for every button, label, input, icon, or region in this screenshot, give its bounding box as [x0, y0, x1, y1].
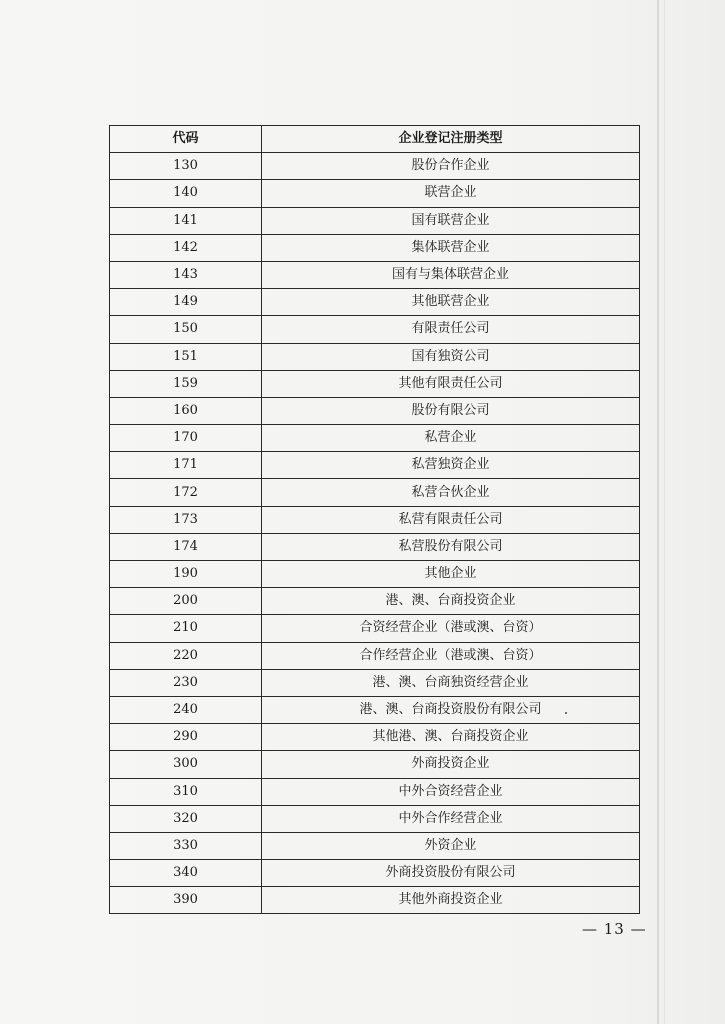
- table-row: [110, 425, 640, 452]
- cell-code: 220: [110, 642, 262, 669]
- scan-speck: [565, 712, 567, 714]
- cell-type: 有限责任公司: [262, 316, 640, 343]
- table-row: [110, 479, 640, 506]
- cell-code: 330: [110, 832, 262, 859]
- table-body: [110, 153, 640, 914]
- cell-type: 港、澳、台商独资经营企业: [262, 669, 640, 696]
- cell-code: 159: [110, 370, 262, 397]
- cell-type: 合资经营企业（港或澳、台资）: [262, 615, 640, 642]
- cell-type: 国有联营企业: [262, 207, 640, 234]
- table-row: [110, 397, 640, 424]
- cell-type: 其他联营企业: [262, 289, 640, 316]
- cell-type: 国有与集体联营企业: [262, 261, 640, 288]
- cell-code: 141: [110, 207, 262, 234]
- table-row: [110, 207, 640, 234]
- table-row: [110, 669, 640, 696]
- table-row: [110, 533, 640, 560]
- cell-type: 私营独资企业: [262, 452, 640, 479]
- cell-type: 私营有限责任公司: [262, 506, 640, 533]
- table-row: [110, 860, 640, 887]
- cell-type: 私营股份有限公司: [262, 533, 640, 560]
- table-row: [110, 506, 640, 533]
- table-row: [110, 153, 640, 180]
- cell-code: 210: [110, 615, 262, 642]
- cell-code: 200: [110, 588, 262, 615]
- cell-code: 172: [110, 479, 262, 506]
- cell-type: 私营合伙企业: [262, 479, 640, 506]
- binding-edge-line-secondary: [664, 0, 665, 1024]
- cell-type: 联营企业: [262, 180, 640, 207]
- table-row: [110, 696, 640, 723]
- cell-type: 私营企业: [262, 425, 640, 452]
- table-row: [110, 180, 640, 207]
- cell-type: 其他企业: [262, 561, 640, 588]
- cell-code: 171: [110, 452, 262, 479]
- cell-code: 240: [110, 696, 262, 723]
- cell-code: 143: [110, 261, 262, 288]
- cell-type: 港、澳、台商投资股份有限公司: [262, 696, 640, 723]
- table-row: [110, 343, 640, 370]
- table-row: [110, 561, 640, 588]
- table-row: [110, 778, 640, 805]
- table-row: [110, 642, 640, 669]
- table-header-row: [110, 126, 640, 153]
- cell-code: 160: [110, 397, 262, 424]
- cell-code: 150: [110, 316, 262, 343]
- cell-type: 港、澳、台商投资企业: [262, 588, 640, 615]
- header-code: 代码: [110, 126, 262, 153]
- cell-type: 其他外商投资企业: [262, 887, 640, 914]
- table-row: [110, 234, 640, 261]
- cell-type: 中外合资经营企业: [262, 778, 640, 805]
- cell-code: 310: [110, 778, 262, 805]
- binding-edge-line: [657, 0, 659, 1024]
- table-row: [110, 588, 640, 615]
- table-row: [110, 887, 640, 914]
- cell-code: 151: [110, 343, 262, 370]
- table-row: [110, 805, 640, 832]
- cell-type: 外资企业: [262, 832, 640, 859]
- cell-code: 173: [110, 506, 262, 533]
- cell-code: 130: [110, 153, 262, 180]
- cell-type: 股份合作企业: [262, 153, 640, 180]
- table-row: [110, 452, 640, 479]
- cell-code: 190: [110, 561, 262, 588]
- table-row: [110, 289, 640, 316]
- cell-type: 国有独资公司: [262, 343, 640, 370]
- cell-type: 中外合作经营企业: [262, 805, 640, 832]
- cell-type: 其他有限责任公司: [262, 370, 640, 397]
- cell-code: 142: [110, 234, 262, 261]
- table-row: [110, 370, 640, 397]
- registration-type-table: [109, 125, 640, 914]
- cell-code: 390: [110, 887, 262, 914]
- table-row: [110, 615, 640, 642]
- table-row: [110, 751, 640, 778]
- cell-type: 合作经营企业（港或澳、台资）: [262, 642, 640, 669]
- cell-type: 外商投资企业: [262, 751, 640, 778]
- cell-code: 290: [110, 724, 262, 751]
- table-row: [110, 832, 640, 859]
- cell-type: 其他港、澳、台商投资企业: [262, 724, 640, 751]
- table-row: [110, 724, 640, 751]
- cell-code: 149: [110, 289, 262, 316]
- cell-code: 230: [110, 669, 262, 696]
- cell-code: 170: [110, 425, 262, 452]
- table-row: [110, 261, 640, 288]
- cell-code: 320: [110, 805, 262, 832]
- cell-code: 140: [110, 180, 262, 207]
- cell-code: 300: [110, 751, 262, 778]
- cell-type: 股份有限公司: [262, 397, 640, 424]
- page-number: — 13 —: [582, 920, 647, 938]
- cell-type: 集体联营企业: [262, 234, 640, 261]
- header-type: 企业登记注册类型: [262, 126, 640, 153]
- table-row: [110, 316, 640, 343]
- cell-code: 340: [110, 860, 262, 887]
- cell-code: 174: [110, 533, 262, 560]
- cell-type: 外商投资股份有限公司: [262, 860, 640, 887]
